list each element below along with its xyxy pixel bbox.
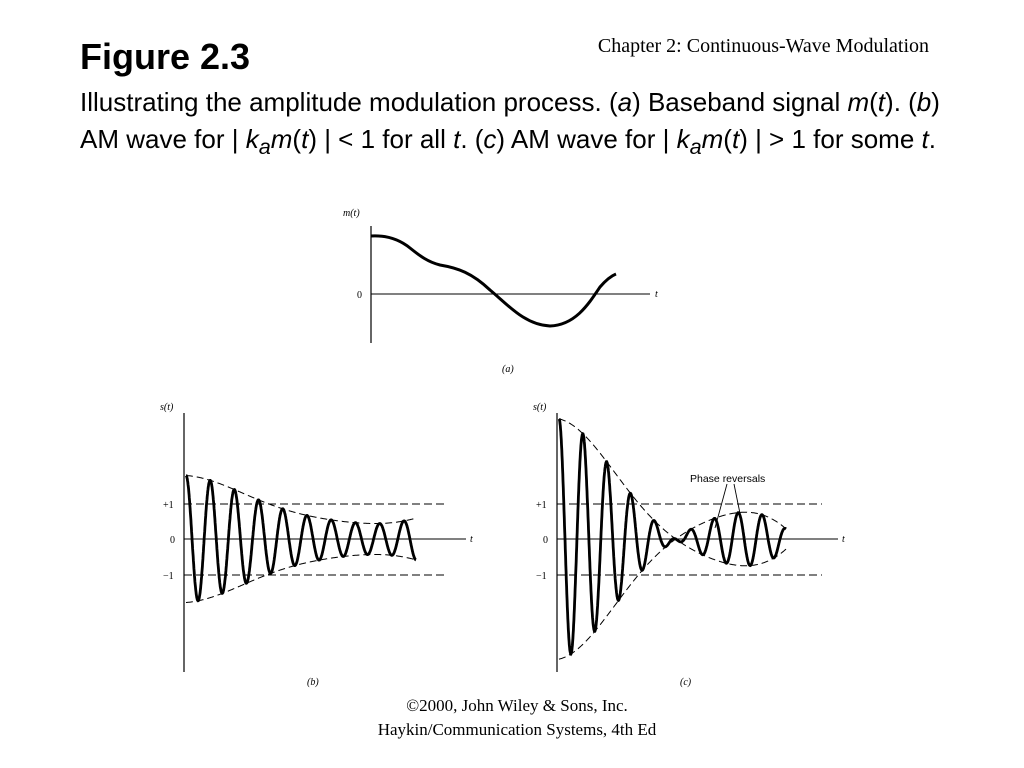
- caption-italic: t: [731, 123, 740, 154]
- caption-subscript: a: [689, 133, 702, 159]
- panel-b-minus1-label: −1: [163, 571, 174, 582]
- panel-c: [533, 402, 845, 688]
- figure-title: Figure 2.3: [80, 36, 251, 77]
- caption-italic: b: [916, 87, 932, 117]
- panel-b-ylabel: s(t): [160, 402, 174, 413]
- caption-text: ) Baseband signal: [632, 87, 848, 117]
- caption-italic: t: [453, 123, 461, 154]
- panel-b-plus1-label: +1: [163, 500, 174, 511]
- baseband-signal-curve: [371, 236, 616, 326]
- caption-italic: t: [301, 123, 309, 154]
- caption-italic: m: [270, 123, 293, 154]
- caption-text: ) AM wave for |: [80, 87, 940, 154]
- copyright-line: ©2000, John Wiley & Sons, Inc.: [406, 696, 628, 715]
- caption-text: ) | < 1 for all: [308, 123, 454, 154]
- panel-b-upper-envelope: [186, 476, 416, 524]
- caption-italic: c: [483, 123, 497, 154]
- caption-text: ) AM wave for |: [496, 123, 677, 154]
- panel-a-zero-label: 0: [357, 290, 362, 301]
- caption-text: Illustrating the amplitude modulation process. (: [80, 87, 618, 117]
- panel-c-zero-label: 0: [543, 535, 548, 546]
- caption-italic: k: [245, 123, 259, 154]
- chapter-title: Chapter 2: Continuous-Wave Modulation: [597, 35, 929, 57]
- panel-b-t-label: t: [470, 534, 473, 545]
- panel-c-ylabel: s(t): [533, 402, 547, 413]
- caption-text: (: [869, 87, 878, 117]
- panel-c-plus1-label: +1: [536, 500, 547, 511]
- panel-b-caption-label: (b): [307, 677, 319, 688]
- caption-italic: a: [617, 87, 633, 117]
- caption-text: ) | > 1 for some: [739, 123, 922, 154]
- caption-text: (: [723, 123, 732, 154]
- panel-a-t-label: t: [655, 289, 658, 300]
- caption-italic: k: [676, 123, 690, 154]
- panel-c-lower-envelope: [559, 512, 786, 659]
- panel-c-upper-envelope: [559, 419, 786, 566]
- caption-italic: t: [877, 87, 886, 117]
- caption-italic: t: [921, 123, 929, 154]
- caption-subscript: a: [258, 133, 271, 159]
- panel-a: [343, 208, 658, 375]
- panel-c-minus1-label: −1: [536, 571, 547, 582]
- caption-text: .: [928, 123, 936, 154]
- panel-b-am-wave: [186, 476, 416, 601]
- panel-c-t-label: t: [842, 534, 845, 545]
- panel-c-caption-label: (c): [680, 677, 692, 688]
- panel-b: [160, 402, 473, 688]
- caption-text: . (: [460, 123, 484, 154]
- caption-italic: m: [847, 87, 870, 117]
- panel-a-ylabel: m(t): [343, 208, 360, 219]
- phase-reversals-annotation: Phase reversals: [690, 473, 766, 485]
- caption-italic: m: [701, 123, 724, 154]
- caption-text: (: [292, 123, 302, 154]
- caption-text: ). (: [885, 87, 917, 117]
- book-reference-line: Haykin/Communication Systems, 4th Ed: [377, 720, 657, 739]
- panel-a-caption-label: (a): [502, 364, 514, 375]
- panel-b-zero-label: 0: [170, 535, 175, 546]
